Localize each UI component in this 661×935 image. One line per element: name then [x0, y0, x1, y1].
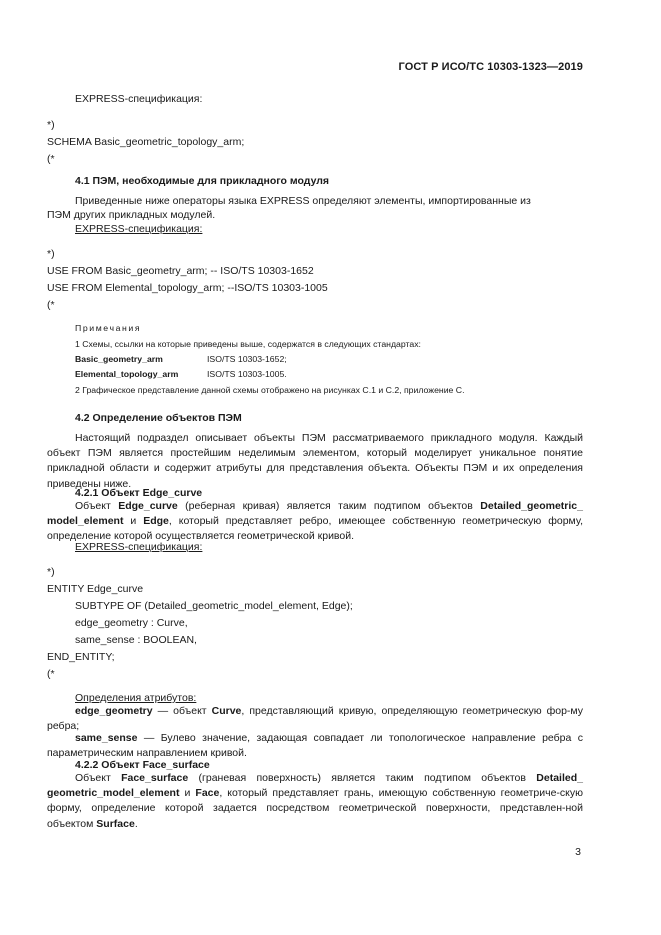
section-heading-4-2-1: 4.2.1 Объект Edge_curve — [75, 487, 203, 499]
attribute-definition-2: same_sense — Булево значение, задающая совпадает ли топологическое направление ребра с параметрическим направлением кривой. — [47, 732, 583, 760]
use-from-line-1: USE FROM Basic_geometry_arm; -- ISO/TS 10303-1652 — [47, 265, 314, 277]
section-heading-4-1: 4.1 ПЭМ, необходимые для прикладного модуля — [75, 175, 330, 187]
end-entity-line: END_ENTITY; — [47, 651, 115, 663]
page-number: 3 — [575, 846, 581, 858]
express-spec-label: EXPRESS-спецификация: — [75, 541, 203, 553]
attribute-line-2: same_sense : BOOLEAN, — [75, 634, 197, 646]
note-1: 1 Схемы, ссылки на которые приведены выше, содержатся в следующих стандартах: — [75, 339, 421, 349]
subtype-line: SUBTYPE OF (Detailed_geometric_model_element, Edge); — [75, 600, 353, 612]
edge-curve-paragraph: Объект Edge_curve (реберная кривая) является таким подтипом объектов Detailed_geometric_ model_element и Edge, который представляет ребро, имеющее собственную геометрическую форму, определение которой осуществляется геометрической кривой. — [47, 500, 583, 543]
ref-standard-1: ISO/TS 10303-1652; — [207, 354, 287, 364]
schema-line: SCHEMA Basic_geometric_topology_arm; — [47, 136, 245, 148]
ref-standard-2: ISO/TS 10303-1005. — [207, 369, 287, 379]
comment-open: *) — [47, 566, 55, 578]
express-spec-label: EXPRESS-спецификация: — [75, 223, 203, 235]
comment-open: *) — [47, 119, 55, 131]
ref-name-1: Basic_geometry_arm — [75, 354, 163, 364]
section-heading-4-2: 4.2 Определение объектов ПЭМ — [75, 412, 242, 424]
entity-line: ENTITY Edge_curve — [47, 583, 144, 595]
ref-name-2: Elemental_topology_arm — [75, 369, 179, 379]
intro-text-line-2: ПЭМ других прикладных модулей. — [47, 209, 216, 221]
note-2: 2 Графическое представление данной схемы отображено на рисунках C.1 и C.2, приложение C. — [75, 385, 465, 395]
attribute-definition-1: edge_geometry — объект Curve, представляющий кривую, определяющую геометрическую фор-му ребра; — [47, 705, 583, 733]
notes-title: Примечания — [75, 323, 142, 333]
use-from-line-2: USE FROM Elemental_topology_arm; --ISO/TS 10303-1005 — [47, 282, 328, 294]
comment-close: (* — [47, 668, 55, 680]
standard-header: ГОСТ Р ИСО/ТС 10303-1323—2019 — [398, 61, 583, 73]
comment-close: (* — [47, 299, 55, 311]
intro-text-line-1: Приведенные ниже операторы языка EXPRESS определяют элементы, импортированные из — [75, 195, 531, 207]
attribute-line-1: edge_geometry : Curve, — [75, 617, 188, 629]
express-spec-label: EXPRESS-спецификация: — [75, 93, 203, 105]
section-heading-4-2-2: 4.2.2 Объект Face_surface — [75, 759, 210, 771]
comment-open: *) — [47, 248, 55, 260]
face-surface-paragraph: Объект Face_surface (граневая поверхность) является таким подтипом объектов Detailed_ geometric_model_element и Face, который представляет грань, имеющую собственную геометриче-скую форму, определение которой задается посредством геометрической поверхности, представлен-ной объектом Surface. — [47, 772, 583, 830]
section-4-2-paragraph: Настоящий подраздел описывает объекты ПЭМ рассматриваемого прикладного модуля. Каждый объект ПЭМ является простейшим неделимым элементом, который моделирует уникальное понятие прикладной области и содержит атрибуты для представления объекта. Объекты ПЭМ и их определения приведены ниже. — [47, 432, 583, 490]
attribute-definitions-title: Определения атрибутов: — [75, 692, 197, 704]
comment-close: (* — [47, 153, 55, 165]
